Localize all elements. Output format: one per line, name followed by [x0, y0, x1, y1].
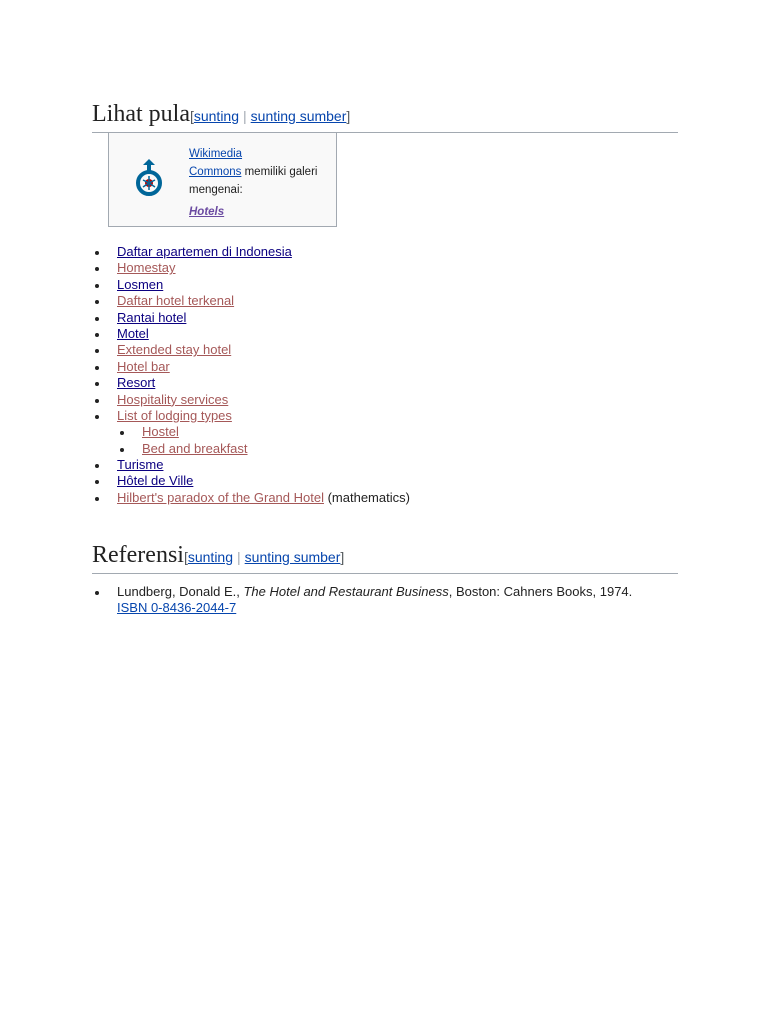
see-also-link[interactable]: Motel [117, 325, 149, 341]
reference-author: Lundberg, Donald E., [117, 584, 244, 599]
isbn-link[interactable]: ISBN 0-8436-2044-7 [117, 600, 237, 615]
bullet-icon [120, 448, 124, 452]
list-item [92, 342, 692, 358]
edit-link[interactable]: sunting [187, 549, 234, 565]
see-also-link[interactable]: Resort [117, 375, 156, 391]
see-also-link[interactable]: Extended stay hotel [117, 342, 232, 358]
see-also-link[interactable]: Hilbert's paradox of the Grand Hotel [117, 489, 324, 505]
edit-source-link[interactable]: sunting sumber [250, 108, 347, 124]
list-item [92, 310, 692, 326]
bullet-icon [95, 415, 99, 419]
bullet-icon [95, 284, 99, 288]
edit-source-link[interactable]: sunting sumber [244, 549, 341, 565]
bullet-icon [95, 382, 99, 386]
list-item-suffix: (mathematics) [323, 489, 410, 505]
sub-list-item [92, 424, 692, 440]
see-also-link[interactable]: Hotel bar [117, 358, 170, 374]
edit-separator: | [237, 549, 241, 565]
reference-title: The Hotel and Restaurant Business [243, 584, 449, 599]
list-item [92, 408, 692, 424]
edit-bracket-open: [ [183, 549, 188, 565]
list-item [92, 359, 692, 375]
commons-box [108, 132, 337, 227]
list-item [92, 326, 692, 342]
reference-publisher: , Boston: Cahners Books, 1974. [448, 584, 633, 599]
see-also-link[interactable]: Daftar apartemen di Indonesia [117, 244, 292, 259]
references-heading [92, 540, 678, 574]
wikimedia-commons-icon [131, 159, 167, 201]
bullet-icon [95, 464, 99, 468]
list-item [92, 260, 692, 276]
commons-link-wikimedia[interactable]: Wikimedia [189, 148, 243, 160]
bullet-icon [95, 399, 99, 403]
see-also-list [92, 244, 692, 506]
edit-bracket-close: ] [346, 108, 351, 124]
commons-text [189, 145, 329, 221]
bullet-icon [95, 300, 99, 304]
bullet-icon [95, 333, 99, 337]
bullet-icon [95, 497, 99, 501]
see-also-link[interactable]: Turisme [117, 457, 164, 473]
sub-list-item [92, 441, 692, 457]
edit-bracket-open: [ [189, 108, 194, 124]
list-item [92, 392, 692, 408]
list-item [92, 490, 692, 506]
reference-item [92, 584, 652, 616]
commons-link-commons[interactable]: Commons [189, 166, 242, 178]
see-also-link[interactable]: Bed and breakfast [142, 440, 248, 456]
list-item [92, 375, 692, 391]
list-item [92, 293, 692, 309]
edit-separator: | [243, 108, 247, 124]
see-also-link[interactable]: Rantai hotel [117, 309, 187, 325]
see-also-link[interactable]: Hostel [142, 424, 179, 440]
see-also-link[interactable]: Homestay [117, 260, 176, 276]
see-also-link[interactable]: Daftar hotel terkenal [117, 293, 235, 309]
bullet-icon [95, 366, 99, 370]
list-item [92, 277, 692, 293]
bullet-icon [95, 317, 99, 321]
commons-gallery-link[interactable]: Hotels [189, 206, 225, 218]
references-title: Referensi [92, 542, 184, 568]
list-item [92, 457, 692, 473]
edit-link[interactable]: sunting [193, 108, 240, 124]
see-also-title: Lihat pula [92, 101, 190, 127]
bullet-icon [120, 431, 124, 435]
references-list [92, 584, 652, 616]
bullet-icon [95, 591, 99, 595]
see-also-heading [92, 99, 678, 133]
bullet-icon [95, 251, 99, 255]
commons-description: memiliki galeri mengenai: [189, 166, 318, 196]
bullet-icon [95, 480, 99, 484]
see-also-link[interactable]: Losmen [117, 276, 164, 292]
bullet-icon [95, 267, 99, 271]
list-item [92, 244, 692, 260]
edit-bracket-close: ] [340, 549, 345, 565]
see-also-link[interactable]: Hôtel de Ville [117, 473, 194, 489]
list-item [92, 473, 692, 489]
bullet-icon [95, 349, 99, 353]
see-also-link[interactable]: List of lodging types [117, 407, 232, 423]
see-also-link[interactable]: Hospitality services [117, 391, 229, 407]
